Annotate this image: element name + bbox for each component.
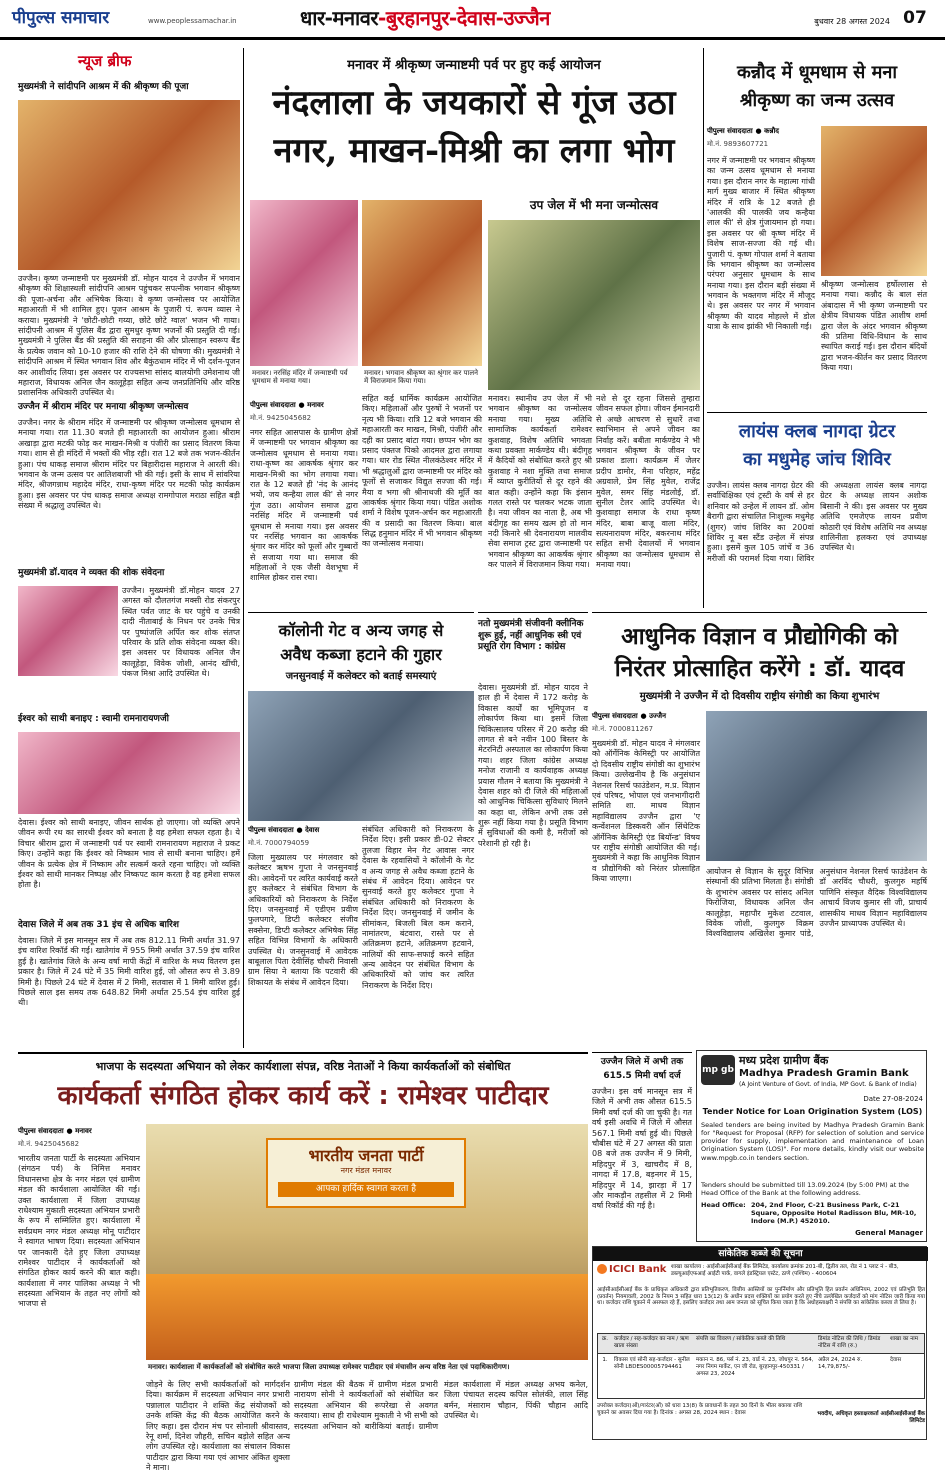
bjp-banner-title: भारतीय जनता पार्टी [308, 1146, 424, 1165]
main-story-headline-line2: नगर, माखन-मिश्री का लगा भोग [273, 131, 675, 171]
swami-ramnarayan-photo [18, 732, 240, 814]
icici-th-0: क्र. [602, 1336, 608, 1342]
news-brief-column [18, 48, 240, 1048]
news-brief-label: न्यूज ब्रीफ [78, 52, 132, 70]
sandipani-ashram-photo [18, 100, 240, 270]
bjp-banner-sub: नगर मंडल मनावर [340, 1166, 392, 1175]
city-burhanpur: बुरहानपुर [385, 6, 449, 30]
bjp-body3: ग्रामीण मंडल की बैठक में ग्रामीण मंडल प्रभारी नारायण सोनी ने कार्यकर्ताओं को संबोधित कर सदस्यता अभियान की रूपरेखा से अवगत करवाया। साथ ही राधेश्याम मुकाती ने भी सभी को सदस्यता अभियान को बारीकियां बताई। ग्रामीण मंडल कार्यशाला में मंडल अध्यक्ष अभय कनेल, जिला पंचायत सदस्य कपिल सोलंकी, लाल सिंह बर्मन, मंसाराम चौहान, पिंकी चौहान आदि उपस्थित थे। [294, 1380, 588, 1431]
mpgb-tender-ad[interactable] [696, 1050, 927, 1242]
icici-td-0: 1. [602, 1357, 608, 1363]
masthead [0, 0, 945, 40]
ujjain-rain-body: उज्जैन। इस वर्ष मानसून सत्र में जिले में अभी तक औसत 615.5 मिमी वर्षा दर्ज की जा चुकी है। गत वर्ष इसी अवधि में जिले में औसत 567.1 मिमी वर्षा हुई थी। पिछले चौबीस घंटे में 27 अगस्त की प्रातः 08 बजे तक उज्जैन में 9 मिमी, महिदपुर में 3, खाचरौद में 8, नागदा में 17.8, बड़नगर में 15, महिदपुर में 14, झारड़ा में 17 और माकड़ौन तहसील में 2 मिमी वर्षा रिकॉर्ड की गई है। [592, 1087, 692, 1211]
news-brief-item2-title: उज्जैन में श्रीराम मंदिर पर मनाया श्रीकृष्ण जन्मोत्सव [18, 402, 189, 412]
icici-brand [597, 1264, 667, 1278]
bjp-banner-slogan: आपका हार्दिक स्वागत करता है [278, 1182, 454, 1197]
colony-headline-line1: कॉलोनी गेट व अन्य जगह से [278, 621, 444, 640]
main-story-mobile: मो.नं. 9425045682 [250, 414, 312, 422]
main-story-headline-line1: नंदलाला के जयकारों से गूंज उठा [272, 83, 676, 123]
bjp-event-photo [146, 1124, 588, 1360]
colony-body1: जिला मुख्यालय पर मंगलवार को कलेक्टर ऋषभ गुप्ता ने जनसुनवाई की। आवेदनों पर त्वरित कार्यवाई करते हुए कलेक्टर ने संबंधित विभाग के अधिकारियों को निराकरण के निर्देश दिए। जनसुनवाई में एडीएम प्रवीण फुलपगारे, डिप्टी कलेक्टर संजीव सक्सेना, डिप्टी कलेक्टर अभिषेक सिंह सहित विभिन्न विभागों के अधिकारी उपस्थित थे। जनसुनवाई में आवेदक बाबूलाल पिता देवीसिंह चौधरी निवासी ग्राम सिया ने बताया कि पटवारी की शिकायत के संबंध में आवेदन दिया। [248, 853, 358, 987]
kannod-mobile: मो.नं. 9893607721 [707, 140, 769, 148]
masthead-logo[interactable]: पीपुल्स समाचार [12, 8, 110, 28]
icici-td-3: अप्रैल 24, 2024 रु. 14,79,875/- [818, 1357, 863, 1370]
lions-body: उज्जैन। लायंस क्लब नागदा ग्रेटर की सर्वाधिक्षिका एवं ट्रस्टी के वर्ष से हर शनिवार को उन्हेल में लायन डॉ. ओम बैरागी द्वारा संचालित निःशुल्क मधुमेह (शुगर) जांच शिविर का 200वां शिविर नू बस स्टैंड उन्हेल में संपन्न हुआ। इसमें कुल 105 जांचें व 36 मरीजों की परामर्श दिया गया। शिविर की अध्यक्षता लायंस क्लब नागदा ग्रेटर के अध्यक्ष लायन अशोक बिसानी ने की। इस अवसर पर मुख्य अतिथि एमजेएफ लायन प्रवीण कोठारी एवं विशेष अतिथि नव अध्यक्ष शालिनीता हलकरा एवं उपाध्यक्ष उपस्थित थे। [707, 481, 927, 563]
mpgb-date: Date 27-08-2024 [863, 1095, 923, 1103]
lions-headline-line2: का मधुमेह जांच शिविर [743, 449, 891, 470]
icici-header: सांकेतिक कब्जे की सूचना [593, 1247, 928, 1261]
science-mobile: मो.नं. 7000811267 [592, 725, 654, 733]
kannod-byline-place: कन्नौद [764, 127, 779, 135]
masthead-url[interactable]: www.peoplessamachar.in [148, 17, 237, 25]
clinic-body: देवास। मुख्यमंत्री डॉ. मोहन यादव ने हाल ही में देवास में 172 करोड़ के विकास कार्यों का भूमिपूजन व लोकार्पण किया था। इसमें जिला चिकित्सालय परिसर में 20 करोड़ की लागत से बने नवीन 100 बिस्तर के मेटरनिटी अस्पताल का लोकार्पण किया गया। शहर जिला कांग्रेस अध्यक्ष मनोज राजानी व कार्यवाहक अध्यक्ष प्रयास गौतम ने बताया कि मुख्यमंत्री ने देवास शहर को दी जिले की महिलाओं को आधुनिक चिकित्सा सुविधाएं मिलने का कहा था, लेकिन अभी तक उसे शुरू नहीं किया गया है। प्रसूति विभाग में सुविधाओं की कमी है, मरीजों को परेशानी हो रही है। [478, 683, 588, 848]
icici-intro: शाखा कार्यालय : आईसीआईसीआई बैंक लिमिटेड, कार्यालय क्रमांक 201-बी, द्वितीय तल, रोड नं 1 प्लाट नं - बी3, डब्ल्यूआईएफआई आईटी पार्क, वागले इंडस्ट्रियल एस्टेट, ठाणे (पश्चिम) - 400604 [671, 1264, 899, 1277]
mpgb-office-address: 204, 2nd Floor, C-21 Business Park, C-21 Square, Opposite Hotel Radisson Blu, MR-10, Indore (M.P.) 452010. [751, 1201, 917, 1226]
icici-brand-name: ICICI Bank [609, 1264, 667, 1275]
colony-headline-line2: अवैध कब्जा हटाने की गुहार [280, 645, 442, 664]
icici-td-2: मकान न. 86, पर्स नं. 23, वार्ड नं. 23, जोधपुर न. 564, नगर निगम मार्केट, एन जी रोड, बुरहानपुर-450331 / अगस्त 23, 2024 [696, 1357, 814, 1377]
mpgb-signatory: General Manager [855, 1229, 923, 1237]
ujjain-rain-headline-line2: 615.5 मिमी वर्षा दर्ज [603, 1071, 681, 1081]
main-story-body4: नशे से दूर रहना जिससे तुम्हारा जीवन सफल होगा। जीवन ईमानदारी से अच्छे आचरण से सुधारें तथा स्वाभिमान से अपने जीवन का निर्वाह करें। बबीता मार्कण्डेय ने भी भगवान श्रीकृष्ण के जीवन पर प्रकाश डाला। कार्यक्रम में जेलर प्रदीप डामोर, मैना परिहार, महेंद्र अग्रवाले, प्रेम सिंह मुवेल, राजेंद्र मुवेल, समर सिंह मंडलोई, डॉ. सुनील टेलर आदि उपस्थित थे। कुशवाहा समाज के राधा कृष्ण मंदिर, बाबा बाजू वाला मंदिर, सत्यनारायण मंदिर, बकरनाथ मंदिर सहित सभी देवालयों में भगवान श्रीकृष्ण का जन्मोत्सव धूमधाम से मनाया गया। [596, 394, 700, 570]
mpgb-office-label: Head Office: [701, 1201, 746, 1209]
bjp-body1: भारतीय जनता पार्टी के सदस्यता अभियान (संगठन पर्व) के निमित्त मनावर विधानसभा क्षेत्र के नगर मंडल एवं ग्रामीण मंडल की कार्यशाला आयोजित की गई। उक्त कार्यशाला में जिला उपाध्यक्ष राधेश्याम मुकाती सदस्यता अभियान प्रभारी के रूप में सम्मिलित हुए। कार्यशाला में सर्वप्रथम नगर मंडल अध्यक्ष मोनू पाटीदार ने स्वागत भाषण दिया। सदस्यता अभियान पर जानकारी देते हुए जिला उपाध्यक्ष रामेश्वर पाटीदार ने कार्यकर्ताओं को संगठित होकर कार्य करने की बात कही। कार्यशाला में नगर पालिका अध्यक्ष ने भी सदस्यता अभियान के तहत नए लोगों को भाजपा से [18, 1154, 140, 1309]
main-story-byline-name: पीपुल्स संवाददाता [250, 401, 296, 409]
clinic-headline: नतो मुख्यमंत्री संजीवनी क्लीनिक शुरू हुई, नहीं आधुनिक स्त्री एवं प्रसूति रोग विभाग : कांग्रेस [478, 619, 584, 653]
main-story-byline-place: मनावर [307, 401, 324, 409]
city-manawar: मनावर [332, 6, 379, 30]
ujjain-rain-headline-line1: उज्जैन जिले में अभी तक [600, 1057, 684, 1067]
bjp-stage [146, 1274, 588, 1360]
kannod-body: नगर में जन्माष्टमी पर भगवान श्रीकृष्ण का जन्म उत्सव धूमधाम से मनाया गया। इस दौरान नगर के महात्मा गांधी मार्ग मुख्य बाजार में स्थित श्रीकृष्ण मंदिर में रात्रि के 12 बजते ही 'आलकी की पालकी जय कन्हैया लाल की' से क्षेत्र गुंजायमान हो गया। इस अवसर पर श्री कृष्ण मंदिर में विशेष साज-सज्जा की गई थी। पुजारी पं. कृष्ण गोपाल शर्मा ने बताया कि भगवान श्रीकृष्ण का जन्मोत्सव परंपरा अनुसार धूमधाम के साथ मनाया गया। इस दौरान बड़ी संख्या में भगवान के भक्तगण मंदिर में मौजूद थे। इस अवसर पर नगर में भगवान श्रीकृष्ण की यादव मोहल्ले में डोल यात्रा के साथ झांकी भी निकाली गई। [707, 156, 816, 332]
icici-notice-ad[interactable] [592, 1246, 927, 1440]
krishna-cradle-photo [362, 200, 482, 366]
science-headline-line2: निरंतर प्रोत्साहित करेंगे : डॉ. यादव [614, 656, 905, 682]
condolence-photo [18, 586, 118, 676]
kannod-story [707, 48, 927, 408]
main-story-kicker: मनावर में श्रीकृष्ण जन्माष्टमी पर्व पर हुए कई आयोजन [347, 58, 601, 73]
table-row [598, 1355, 924, 1398]
news-brief-item4-title: ईश्वर को साथी बनाइए : स्वामी रामनारायणजी [18, 714, 169, 724]
main-story-caption2: मनावर। भगवान श्रीकृष्ण का श्रृंगार कर पालने में विराजमान किया गया। [362, 368, 482, 392]
bjp-kicker: भाजपा के सदस्यता अभियान को लेकर कार्यशाला संपन्न, वरिष्ठ नेताओं ने किया कार्यकर्ताओं को संबोधित [95, 1060, 511, 1073]
science-byline-place: उज्जैन [649, 712, 667, 720]
icici-th-4: शाखा का नाम [890, 1336, 918, 1342]
city-ujjain: उज्जैन [503, 6, 550, 30]
colony-body2: संबंधित अधिकारी को निराकरण के निर्देश दिए। इसी प्रकार डी-02 सेक्टर तुलजा विहार मेन गेट आवास नगर देवास के रहवासियों ने कॉलोनी के गेट व अन्य जगह से अवैध कब्जा हटाने के संबंध में आवेदन दिया। आवेदन पर सुनवाई करते हुए कलेक्टर गुप्ता ने संबंधित अधिकारी को निराकरण के निर्देश दिए। जनसुनवाई में जमीन के सीमांकन, बिजली बिल कम कराने, नामांतरण, बंटवारा, रास्ते पर से अतिक्रमण हटाने, अतिक्रमण हटवाने, नालियों की साफ-सफाई करने सहित अन्य आवेदन पर संबंधित विभाग के अधिकारियों को जांच कर त्वरित निराकरण के निर्देश दिए। [362, 825, 474, 990]
news-brief-item5-body: देवास। जिले में इस मानसून सत्र में अब तक 812.11 मिमी अर्थात 31.97 इंच वारिश रिकॉर्ड की गई। खातेगांव में 955 मिमी अर्थात 37.59 इंच वारिश हुई है। खातेगांव जिले के अन्य वर्षा मापी केंद्रों में वारिश के मध्य वितरण इस प्रकार है। जिले में 24 घंटे में 35 मिमी वारिश हुई, जो औसत रूप से 3.89 मिमी है। पिछले 24 घंटे में देवास में 2 मिमी, सतवास में 1 मिमी वारिश हुई। पिछले साल इस समय तक 648.82 मिमी अर्थात 25.54 इंच वारिश हुई थी। [18, 936, 240, 1008]
news-brief-item3-body: उज्जैन। मुख्यमंत्री डॉ.मोहन यादव 27 अगस्त को दौलतगंज मक्सी रोड संकरपुर स्थित पर्वत जाट के घर पहुंचे व उनकी दादी नीताबाई के निधन पर उनके चित्र पर पुष्पांजलि अर्पित कर शोक संतप्त परिवार के प्रति शोक संवेदना व्यक्त की। इस अवसर पर विधायक अनिल जैन कालूहेड़ा, विवेक जोशी, आनंद खींची, पंकज मिश्रा आदि उपस्थित थे। [122, 586, 240, 679]
ujjain-rain-story [592, 1052, 692, 1242]
kannod-caption: श्रीकृष्ण जन्मोत्सव हर्षोल्लास से मनाया गया। कन्नौद के बाल संत अंबादास में भी कृष्ण जन्माष्टमी पर क्षेत्रीय विधायक पंडित आशीष शर्मा द्वारा जेल के अंदर भगवान श्रीकृष्ण की प्रतिमा विधि-विधान के साथ स्थापित कराई गई। इस दौरान बंदियों द्वारा भजन-कीर्तन कर प्रसाद वितरण किया गया। [821, 280, 927, 373]
colony-mobile: मो.नं. 7000794059 [248, 839, 310, 847]
city-dhar: धार [300, 6, 325, 30]
news-brief-item4-body: देवास। ईश्वर को साथी बनाइए, जीवन सार्थक हो जाएगा। जो व्यक्ति अपने जीवन रूपी रथ का सारथी ईश्वर को बनाता है वह हमेशा सफल रहता है। ये विचार श्रीराम द्वारा में जन्माष्टमी पर्व पर स्वामी रामनारायण महाराज ने प्रकट किए। उन्होंने कहा कि ईश्वर को निष्काम भाव से साथी बनाना चाहिए। हमें जीवन के प्रत्येक क्षेत्र में निष्काम और सत्कर्म करते रहना चाहिए। जो व्यक्ति ईश्वर को साथी मानकर निष्पक्ष और निष्कपट काम करता है वह हमेशा सफल होता है। [18, 818, 240, 890]
mpgb-body: Sealed tenders are being invited by Madhya Pradesh Gramin Bank for "Request for Proposal (RFP) for selection of solution and service provider for supply, implementation and maintenance of Loan Origination System (LOS)". For more details, kindly visit our website www.mpgb.co.in tenders section. [701, 1121, 924, 1162]
bjp-byline-place: मनावर [75, 1127, 92, 1135]
column-divider-left [243, 48, 244, 1048]
sub-jail-photo [488, 220, 700, 390]
lions-headline-line1: लायंस क्लब नागदा ग्रेटर [738, 421, 896, 442]
kannod-temple-photo [821, 126, 927, 276]
main-story-body2: सहित कई धार्मिक कार्यक्रम आयोजित किए। महिलाओं और पुरुषों ने भजनों पर नृत्य भी किया। रात्रि 12 बजे भगवान की महाआरती कर माखन, मिश्री, पंजीरी और दही का प्रसाद बांटा गया। छप्पन भोग का प्रसाद पंक्तज पिको आदमल द्वारा लगाया गया। धार रोड स्थित नीलकंठेश्वर मंदिर में भी श्रद्धालुओं द्वारा जन्माष्टमी पर मंदिर को फूलों से सजाकर विद्युत सज्जा की गई। मैया व भगा श्री श्रीनाथजी की मूर्ति का आकर्षक श्रृंगार किया गया। पंडित अशोक शर्मा ने विशेष पूजन-अर्चन कर महाआरती की व प्रसादी का वितरण किया। बाल सिद्ध हनुमान मंदिर में भी भगवान श्रीकृष्ण का जन्मोत्सव मनाया। [362, 394, 482, 549]
colony-byline-name: पीपुल्स संवाददाता [248, 826, 294, 834]
bjp-story [18, 1052, 588, 1473]
page-number: 07 [903, 8, 927, 28]
news-brief-item3-title: मुख्यमंत्री डॉ.यादव ने व्यक्त की शोक संवेदना [18, 568, 165, 578]
colony-byline: पीपुल्स संवाददाता ● देवास [248, 826, 320, 834]
science-body1: मुख्यमंत्री डॉ. मोहन यादव ने मंगलवार को ऑर्गेनिक केमिस्ट्री पर आयोजित दो दिवसीय राष्ट्रीय संगोष्ठी का शुभारंभ किया। उल्लेखनीय है कि अनुसंधान नेशनल रिसर्च फाउंडेशन, म.प्र. विज्ञान एवं परिषद, भोपाल एवं जनभागीदारी समिति शा. माधव विज्ञान महाविद्यालय उज्जैन द्वारा 'ए कन्वेंशनल डिस्कवरी ऑन सिंथेटिक ऑर्गेनिक केमिस्ट्री एंड बियॉन्ड' विषय पर राष्ट्रीय संगोष्ठी आयोजित की गई। मुख्यमंत्री ने कहा कि आधुनिक विज्ञान व प्रौद्योगिकी को निरंतर प्रोत्साहित किया जाएगा। [592, 739, 700, 884]
icici-td-1: विकास एवं सोनी सह-कर्जदार - सुनील सोनी LBDES00005794461 [614, 1357, 690, 1370]
bjp-body2: जोड़ने के लिए सभी कार्यकर्ताओं को मार्गदर्शन दिया। कार्यक्रम में सदस्यता अभियान नगर प्रभारी पन्नालाल पाटीदार ने शक्ति केंद्र संयोजकों को उनके शक्ति केंद्र की बैठक आयोजित करने के लिए कहा। इस दौरान मंच पर सोनाली श्रीवास्तव, रेनू शर्मा, दिनेश जौहरी, सचिन बड़ोले सहित अन्य लोग उपस्थित रहे। कार्यशाला का संचालन विकास पाटीदार द्वारा किया गया एवं आभार अंकित शुक्ला ने माना। [146, 1380, 290, 1473]
narsingh-temple-photo [250, 200, 358, 366]
icici-th-2: संपत्ति का विवरण / सांकेतिक कब्जे की तिथि [696, 1336, 786, 1342]
main-story-subhead: उप जेल में भी मना जन्मोत्सव [529, 198, 659, 212]
icici-table [597, 1333, 925, 1399]
icici-table-header [598, 1334, 924, 1354]
science-body2: आयोजन से विज्ञान के सुदूर विभिन्न संस्थानों की प्रतिभा मिलता है। संगोष्ठी के शुभारंभ अवसर पर सांसद अनिल फिरोजिया, विधायक अनिल जैन कालूहेड़ा, महापौर मुकेश टटवाल, विवेक जोशी, कुलगुरु विक्रम विश्वविद्यालय अखिलेश कुमार पांडे, अनुसंधान नेशनल रिसर्च फाउंडेशन के डॉ अरविंद चौधरी, कुलगुरु महर्षि पाणिनि संस्कृत वैदिक विश्वविद्यालय आचार्य विजय कुमार सी जी, प्राचार्य शासकीय माधव विज्ञान महाविद्यालय उज्जैन प्राध्यापक उपस्थित थे। [706, 867, 927, 939]
colony-subhead: जनसुनवाई में कलेक्टर को बताई समस्याएं [285, 671, 437, 682]
column-divider-right [703, 48, 704, 608]
mpgb-name-en: Madhya Pradesh Gramin Bank [739, 1068, 909, 1079]
bjp-byline-name: पीपुल्स संवाददाता [18, 1127, 64, 1135]
colony-byline-place: देवास [305, 826, 320, 834]
mpgb-title: Tender Notice for Loan Origination System (LOS) [702, 1107, 923, 1116]
icici-logo-icon [597, 1264, 607, 1274]
main-story [248, 48, 700, 608]
main-story-body1: नगर सहित आसपास के ग्रामीण क्षेत्रों में जन्माष्टमी पर भगवान श्रीकृष्ण का जन्मोत्सव धूमधाम से मनाया गया। राधा-कृष्ण का आकर्षक श्रृंगार कर माखन-मिश्री का भोग लगाया गया। रात के 12 बजते ही 'नंद के आनंद भयो, जय कन्हैया लाल की' से नगर गूंज उठा। आयोजन समाज द्वारा नरसिंह मंदिर में जन्माष्टमी पर्व धूमधाम से मनाया गया। इस अवसर पर नरसिंह भगवान का आकर्षक श्रृंगार कर मंदिर को फूलों और गुब्बारों से सजाया गया था। समाज की महिलाओं ने एक जैसी वेशभूषा में शामिल होकर रास रचा। [250, 428, 358, 583]
science-byline-name: पीपुल्स संवाददाता [592, 712, 638, 720]
kannod-headline-line2: श्रीकृष्ण का जन्म उत्सव [739, 90, 895, 111]
jansunwai-photo [248, 691, 474, 821]
colony-story [248, 612, 474, 1048]
icici-th-1: कर्जदार / सह-कर्जदार का नाम / ऋण खाता संख्या [614, 1336, 689, 1349]
mpgb-logo: mp gb [701, 1055, 735, 1085]
bjp-banner [266, 1138, 466, 1208]
kannod-byline: पीपुल्स संवाददाता ● कन्नौद [707, 127, 779, 135]
science-byline: पीपुल्स संवाददाता ● उज्जैन [592, 712, 667, 720]
mpgb-deadline: Tenders should be submitted till 13.09.2024 (by 5:00 PM) at the Head Office of the Bank at the following address. [701, 1181, 910, 1198]
city-dewas: देवास [456, 6, 496, 30]
science-story [592, 612, 927, 1048]
clinic-story [478, 612, 588, 1048]
bjp-caption: मनावर। कार्यशाला में कार्यकर्ताओं को संबोधित करते भाजपा जिला उपाध्यक्ष रामेश्वर पाटीदार एवं मंचासीन अन्य वरिष्ठ नेता एवं पदाधिकारीगण। [146, 1362, 588, 1376]
icici-td-4: देवास [890, 1357, 902, 1363]
science-subhead: मुख्यमंत्री ने उज्जैन में दो दिवसीय राष्ट्रीय संगोष्ठी का किया शुभारंभ [639, 691, 880, 702]
bjp-headline: कार्यकर्ता संगठित होकर कार्य करें : रामेश्वर पाटीदार [57, 1081, 549, 1111]
main-story-caption1: मनावर। नरसिंह मंदिर में जन्माष्टमी पर्व धूमधाम से मनाया गया। [250, 368, 358, 392]
lions-story [707, 412, 927, 608]
kannod-byline-name: पीपुल्स संवाददाता [707, 127, 753, 135]
icici-notice: आईसीआईसीआई बैंक के प्राधिकृत अधिकारी द्वारा प्रतिभूतिकरण, वित्तीय आस्तियों का पुनर्निर्माण और प्रतिभूति हित प्रवर्तन अधिनियम, 2002 एवं प्रतिभूति हित (प्रवर्तन) नियमावली, 2002 के नियम 3 सहित धारा 13(12) के अधीन प्रदत्त शक्तियों का प्रयोग करते हुए नीचे उल्लेखित कर्जदारों को मांग नोटिस जारी किया गया था। कर्जदार राशि चुकाने में असफल रहे हैं, इसलिए कर्जदार तथा आम जनता को सूचित किया जाता है कि अधोहस्ताक्षरी ने संपत्ति का सांकेतिक कब्जा ले लिया है। [597, 1287, 925, 1307]
science-headline-line1: आधुनिक विज्ञान व प्रौद्योगिकी को [621, 624, 898, 650]
news-brief-item2-body: उज्जैन। नगर के श्रीराम मंदिर में जन्माष्टमी पर श्रीकृष्ण जन्मोत्सव धूमधाम से मनाया गया। रात 11.30 बजते ही महाआरती का आयोजन हुआ। श्रीराम अखाड़ा द्वारा मटकी फोड़ कर माखन-मिश्री व पंजीरी का प्रसाद वितरण किया गया। शाम से ही मंदिरों में भक्तों की भीड़ रही। रात 12 बजे तक भजन-कीर्तन हुआ। पंच धाकड़ समाज श्रीराम मंदिर पर बिहारीदास महाराज ने आरती की। भगवान के जन्म उत्सव पर आतिशबाजी भी की गई। इसी के साथ में सांवरिया मंदिर, श्रीजगन्नाथ महादेव मंदिर, राधा-कृष्ण मंदिर पर मटकी फोड़ कार्यक्रम हुआ। इस अवसर पर पंच धाकड़ समाज अध्यक्ष रामगोपाल मराठा सहित बड़ी संख्या में श्रद्धालु उपस्थित थे। [18, 418, 240, 511]
mpgb-tagline: (A Joint Venture of Govt. of India, MP Govt. & Bank of India) [739, 1081, 917, 1088]
kannod-headline-line1: कन्नौद में धूमधाम से मना [736, 62, 898, 83]
news-brief-item1-body: उज्जैन। कृष्ण जन्माष्टमी पर मुख्यमंत्री डॉ. मोहन यादव ने उज्जैन में भगवान श्रीकृष्ण की शिक्षास्थली सांदीपनि आश्रम पहुंचकर सपत्नीक भगवान श्रीकृष्ण की पूजा-अर्चना और अभिषेक किया। वे कृष्ण जन्मोत्सव पर आयोजित महाआरती में भी शामिल हुए। पूजन आश्रम के पुजारी पं. रूपम व्यास ने कराया। मुख्यमंत्री ने 'छोटी-छोटी गय्या, छोटे छोटे ग्वाल' भजन भी गाया। सांदीपनी आश्रम में पुलिस बैंड द्वारा सुमधुर कृष्ण भजनों की प्रस्तुति दी गई। मुख्यमंत्री ने पुलिस बैंड की प्रस्तुति की सराहना की और प्रोत्साहन स्वरूप बैंड के प्रत्येक जवान को 10-10 हजार की राशि देने की घोषणा की। मुख्यमंत्री ने सांदीपनि आश्रम में स्थित भगवान शिव और बैकुंठधाम मंदिर में भी दर्शन-पूजन कर आशीर्वाद लिया। इस अवसर पर राज्यसभा सांसद बालयोगी उमेशनाथ जी महाराज, विधायक अनिल जैन कालूहेड़ा सहित अन्य जनप्रतिनिधि और वरिष्ठ प्रशासनिक अधिकारी उपस्थित थे। [18, 274, 240, 398]
main-story-body3: मनावर। स्थानीय उप जेल में भी भगवान श्रीकृष्ण का जन्मोत्सव मनाया गया। मुख्य अतिथि सामाजिक कार्यकर्ता रामेश्वर कुशवाह, विशेष अतिथि भगवता कथा प्रवक्ता मार्कण्डेय थी। बंदीगृह में कैदियों को संबोधित करते हुए श्री कुशवाह ने नशा मुक्ति तथा समाज में व्याप्त कुरीतियों से दूर रहने की बात कही। उन्होंने कहा कि इंसान गलत रास्ते पर चलकर भटक जाता है। नया जीवन का नाता है, अब भी बंदीगृह का समय खत्म हो तो मान नदी किनारे श्री देवनारायण मालवीय सेवा समाज ट्रस्ट द्वारा जन्माष्टमी पर भगवान श्रीकृष्ण का आकर्षक श्रृंगार कर पालने में विराजमान किया गया। [488, 394, 592, 570]
main-story-byline: पीपुल्स संवाददाता ● मनावर [250, 401, 324, 409]
news-brief-item5-title: देवास जिले में अब तक 31 इंच से अधिक बारिश [18, 920, 179, 930]
bjp-byline: पीपुल्स संवाददाता ● मनावर [18, 1127, 92, 1135]
masthead-cities: धार-मनावर-बुरहानपुर-देवास-उज्जैन [300, 6, 550, 30]
bjp-mobile: मो.नं. 9425045682 [18, 1140, 80, 1148]
masthead-date: बुधवार 28 अगस्त 2024 [814, 17, 890, 26]
seminar-photo [706, 711, 927, 861]
icici-footer: उपरोक्त कर्जदार(ओं)/गारंटर(ओं) को धारा 13(8) के प्रावधानों के तहत 30 दिनों के भीतर बकाया राशि चुकाने का अवसर दिया गया है। दिनांक : अगस्त 28, 2024 स्थान : देवास [597, 1403, 803, 1416]
mpgb-name-hi: मध्य प्रदेश ग्रामीण बैंक [739, 1054, 829, 1067]
icici-th-3: डिमांड नोटिस की तिथि / डिमांड नोटिस में राशि (रु.) [818, 1336, 881, 1349]
icici-signatory: भवदीय, अधिकृत हस्ताक्षरकर्ता आईसीआईसीआई बैंक लिमिटेड [817, 1411, 925, 1424]
news-brief-item1-title: मुख्यमंत्री ने सांदीपनि आश्रम में की श्रीकृष्ण की पूजा [18, 82, 189, 92]
